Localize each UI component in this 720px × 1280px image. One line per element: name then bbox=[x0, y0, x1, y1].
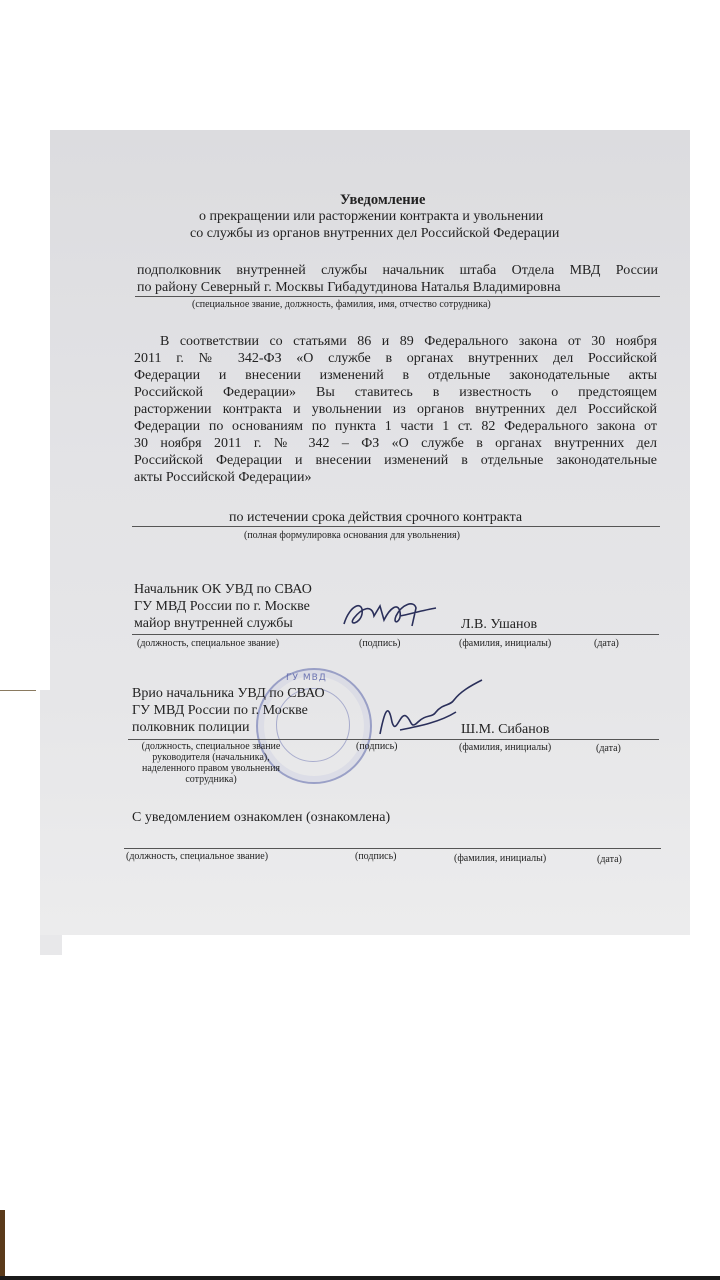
dismissal-reason: по истечении срока действия срочного контракта bbox=[229, 510, 523, 525]
body-line: 2011 г. № 342-ФЗ «О службе в органах внутренних дел Российской bbox=[134, 351, 657, 366]
signer2-hint-position: (должность, специальное звание руководителя (начальника), наделенного правом увольнения сотрудника) bbox=[141, 741, 281, 785]
acknowledgement-rule bbox=[124, 848, 661, 849]
body-line: Российской Федерации» Вы ставитесь в известность о предстоящем bbox=[134, 385, 657, 400]
signer2-line1: Врио начальника УВД по СВАО bbox=[132, 686, 325, 701]
acknowledgement-text: С уведомлением ознакомлен (ознакомлена) bbox=[132, 810, 391, 825]
employee-rule bbox=[135, 296, 660, 297]
signer2-rule bbox=[128, 739, 659, 740]
edge-shadow bbox=[0, 1210, 5, 1280]
signer2-line3: полковник полиции bbox=[132, 720, 250, 735]
sheet-corner bbox=[40, 935, 62, 955]
signer1-line3: майор внутренней службы bbox=[134, 616, 293, 631]
body-line: расторжении контракта и увольнении из органов внутренних дел Российской bbox=[134, 402, 657, 417]
signer1-hint-signature: (подпись) bbox=[359, 638, 401, 649]
body-line: 30 ноября 2011 г. № 342 – ФЗ «О службе в органах внутренних дел bbox=[134, 436, 657, 451]
body-line: В соответствии со статьями 86 и 89 Федерального закона от 30 ноября bbox=[160, 334, 657, 349]
stamp-text: ГУ МВД bbox=[286, 673, 327, 683]
signer1-line2: ГУ МВД России по г. Москве bbox=[134, 599, 310, 614]
signer1-signature bbox=[340, 594, 440, 634]
reason-rule bbox=[132, 526, 660, 527]
signer2-hint-date: (дата) bbox=[596, 743, 621, 754]
employee-line1: подполковник внутренней службы начальник штаба Отдела МВД России bbox=[137, 263, 658, 278]
signer2-hint-name: (фамилия, инициалы) bbox=[459, 742, 552, 753]
body-line: акты Российской Федерации» bbox=[134, 470, 312, 485]
body-line: Федерации по основаниям по пункта 1 части 1 ст. 82 Федерального закона от bbox=[134, 419, 657, 434]
ack-hint-signature: (подпись) bbox=[355, 851, 397, 862]
document-subtitle-line1: о прекращении или расторжении контракта и увольнении bbox=[199, 209, 544, 224]
ack-hint-date: (дата) bbox=[597, 854, 622, 865]
ack-hint-position: (должность, специальное звание) bbox=[126, 851, 269, 862]
body-line: Федерации и внесении изменений в отдельные законодательные акты bbox=[134, 368, 657, 383]
signer2-line2: ГУ МВД России по г. Москве bbox=[132, 703, 308, 718]
signer1-rule bbox=[132, 634, 659, 635]
employee-hint: (специальное звание, должность, фамилия, имя, отчество сотрудника) bbox=[192, 299, 491, 310]
ack-hint-name: (фамилия, инициалы) bbox=[454, 853, 547, 864]
employee-line2: по району Северный г. Москвы Гибадутдинова Наталья Владимировна bbox=[137, 280, 561, 295]
signer1-hint-date: (дата) bbox=[594, 638, 619, 649]
body-line: Российской Федерации и внесении изменений в отдельные законодательные bbox=[134, 453, 657, 468]
edge-line bbox=[0, 690, 36, 691]
reason-hint: (полная формулировка основания для увольнения) bbox=[244, 530, 460, 541]
bottom-border bbox=[0, 1276, 720, 1280]
signer1-name: Л.В. Ушанов bbox=[461, 617, 538, 632]
signer1-line1: Начальник ОК УВД по СВАО bbox=[134, 582, 312, 597]
signer2-hint-signature: (подпись) bbox=[356, 741, 398, 752]
document-title: Уведомление bbox=[340, 192, 426, 208]
signer2-name: Ш.М. Сибанов bbox=[461, 722, 550, 737]
signer1-hint-position: (должность, специальное звание) bbox=[137, 638, 280, 649]
document-subtitle-line2: со службы из органов внутренних дел Российской Федерации bbox=[190, 226, 560, 241]
signer1-hint-name: (фамилия, инициалы) bbox=[459, 638, 552, 649]
